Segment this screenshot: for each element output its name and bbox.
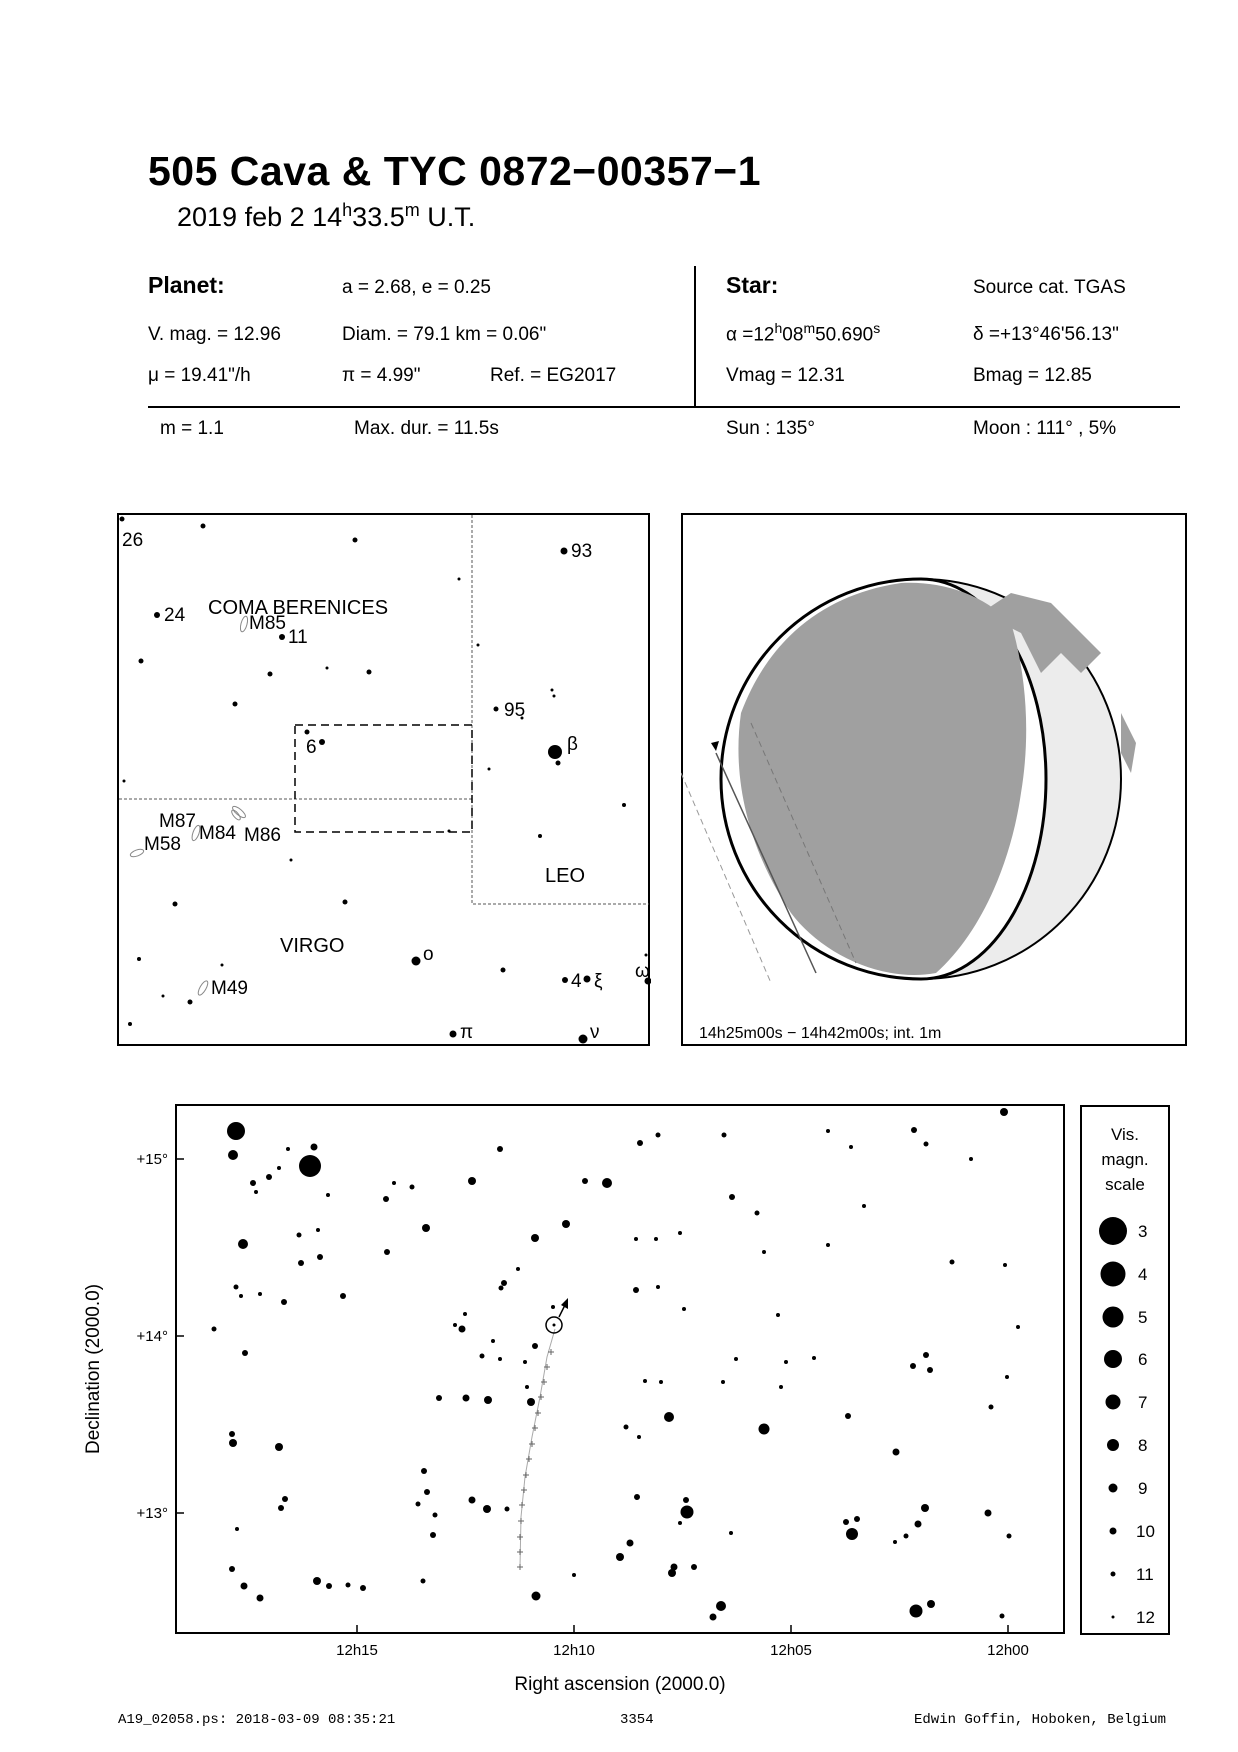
label-4: 4 [571,971,582,992]
planet-orbit: a = 2.68, e = 0.25 [342,277,491,298]
page-title: 505 Cava & TYC 0872−00357−1 [148,148,762,194]
scale-12: 12 [1136,1608,1155,1627]
label-xi: ξ [594,971,603,992]
table-divider [694,266,696,406]
xtick-12h00: 12h00 [987,1642,1029,1659]
xtick-12h10: 12h10 [553,1642,595,1659]
label-93: 93 [571,541,593,562]
label-nu: ν [590,1022,600,1043]
x-axis-label: Right ascension (2000.0) [514,1674,726,1695]
planet-header: Planet: [148,272,225,298]
table-rule [148,406,1180,408]
globe-caption: 14h25m00s − 14h42m00s; int. 1m [699,1025,942,1042]
scale-8: 8 [1138,1436,1148,1455]
footer-file: A19_02058.ps: 2018-03-09 08:35:21 [118,1712,396,1728]
moon-info: Moon : 111° , 5% [973,418,1117,439]
scale-11: 11 [1136,1565,1154,1584]
label-11: 11 [288,627,308,648]
label-omicron: ο [423,944,434,965]
finder-chart [117,513,651,1047]
star-delta: δ =+13°46'56.13" [973,324,1119,345]
label-26: 26 [122,530,144,551]
star-vmag: Vmag = 12.31 [726,365,845,386]
star-bmag: Bmag = 12.85 [973,365,1092,386]
constellation-leo: LEO [545,865,586,887]
label-m84: M84 [199,823,236,844]
ytick-14: +14° [136,1328,168,1345]
label-omega: ω [635,961,650,982]
star-chart [70,1097,1170,1707]
constellation-coma: COMA BERENICES [208,597,389,619]
constellation-virgo: VIRGO [280,935,345,957]
planet-maxdur: Max. dur. = 11.5s [354,418,499,439]
scale-10: 10 [1136,1522,1155,1541]
label-95: 95 [504,700,526,721]
footer-number: 3354 [620,1712,654,1728]
label-m85: M85 [249,613,286,634]
y-axis-label: Declination (2000.0) [83,1283,104,1455]
scale-6: 6 [1138,1350,1148,1369]
planet-vmag: V. mag. = 12.96 [148,324,281,345]
label-m86: M86 [244,825,281,846]
star-header: Star: [726,272,779,298]
label-pi: π [460,1022,474,1043]
scale-title-2: magn. [1101,1150,1149,1169]
scale-4: 4 [1138,1265,1148,1284]
scale-9: 9 [1138,1479,1148,1498]
magnitude-scale [1080,1105,1170,1635]
star-source: Source cat. TGAS [973,277,1126,298]
event-time: 2019 feb 2 14$^h$33.5$^m$ U.T. [177,200,476,232]
planet-pi: π = 4.99" [342,365,421,386]
ytick-13: +13° [136,1505,168,1522]
globe-panel [681,513,1188,1047]
planet-m: m = 1.1 [160,418,224,439]
label-beta: β [567,734,578,755]
planet-diam: Diam. = 79.1 km = 0.06" [342,324,547,345]
scale-5: 5 [1138,1308,1148,1327]
planet-ref: Ref. = EG2017 [490,365,617,386]
xtick-12h15: 12h15 [336,1642,378,1659]
scale-title-3: scale [1105,1175,1145,1194]
star-alpha: $\alpha =12^h08^m50.690^s$ [726,320,881,346]
scale-title-1: Vis. [1110,1125,1140,1144]
label-m58: M58 [144,834,181,855]
ytick-15: +15° [136,1151,168,1168]
xtick-12h05: 12h05 [770,1642,812,1659]
scale-7: 7 [1138,1393,1148,1412]
label-m49: M49 [211,978,248,999]
label-24: 24 [164,605,186,626]
label-6: 6 [306,737,317,758]
sun-elongation: Sun : 135° [726,418,815,439]
label-m87: M87 [159,811,196,832]
scale-3: 3 [1138,1222,1148,1241]
footer-author: Edwin Goffin, Hoboken, Belgium [914,1712,1167,1728]
planet-mu: μ = 19.41"/h [148,365,251,386]
